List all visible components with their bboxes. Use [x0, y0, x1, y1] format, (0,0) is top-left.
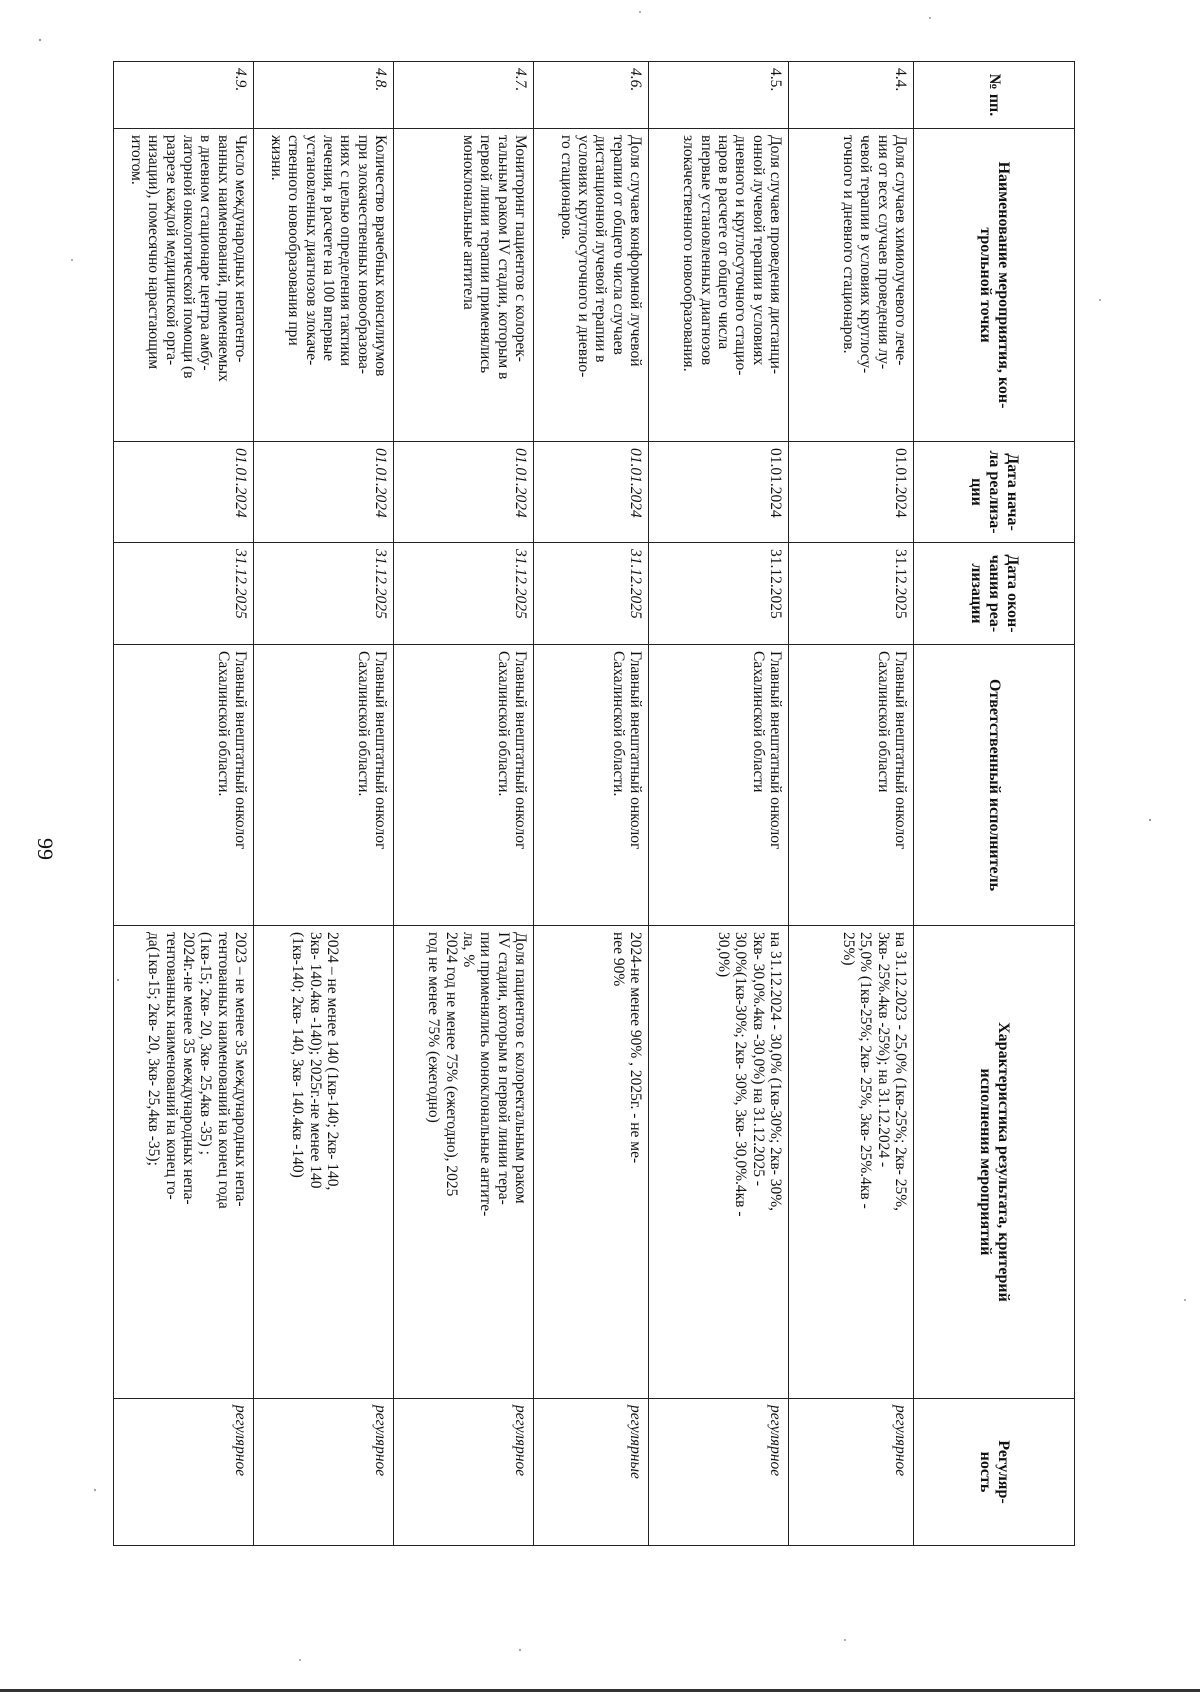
- page-number: 99: [33, 838, 58, 860]
- cell-name: Доля случаев химиолучевого лече- ния от всех случаев проведения лу- чевой терапии в условиях круглосу- точного и дневного стационаров.: [789, 129, 914, 442]
- cell-end: 31.12.2025: [789, 543, 914, 645]
- cell-result: 2024 – не менее 140 (1кв-140; 2кв- 140, 3кв- 140.4кв -140); 2025г.-не менее 140 (1кв-140; 2кв- 140, 3кв- 140.4кв -140): [254, 926, 394, 1399]
- col-header-end: Дата окон- чания реа- лизации: [914, 543, 1075, 645]
- cell-start: 01.01.2024: [534, 442, 649, 543]
- cell-result: на 31.12.2024 - 30,0% (1кв-30%; 2кв- 30%, 3кв- 30,0%.4кв -30,0%) на 31.12.2025 - 30,0%(1кв-30%; 2кв- 30%, 3кв- 30,0%.4кв - 30,0%): [649, 926, 789, 1399]
- table-row: [789, 62, 914, 1546]
- cell-responsible: Главный внештатный онколог Сахалинской области: [789, 645, 914, 926]
- measures-table: [113, 61, 1075, 1546]
- table-header-row: [914, 62, 1075, 1546]
- cell-num: 4.9.: [114, 62, 254, 129]
- cell-regularity: регулярное: [114, 1399, 254, 1546]
- col-header-num: № пп.: [914, 62, 1075, 129]
- cell-end: 31.12.2025: [254, 543, 394, 645]
- col-header-responsible: Ответственный исполнитель: [914, 645, 1075, 926]
- cell-regularity: регулярное: [649, 1399, 789, 1546]
- cell-result: Доля пациентов с колоректальным раком IV стадии, которым в первой линии тера- пии применялись моноклональные антите- ла, % 2024 год не менее 75% (ежегодно), 2025 год не менее 75% (ежегодно): [394, 926, 534, 1399]
- table-row: [534, 62, 649, 1546]
- cell-name: Число международных непатенто- ванных наименований, применяемых в дневном стационаре центра амбу- латорной онкологической помощи (в разрезе каждой медицинской орга- низации), помесячно нарастающим итогом.: [114, 129, 254, 442]
- scan-edge-line: [0, 1689, 1200, 1692]
- cell-end: 31.12.2025: [649, 543, 789, 645]
- col-header-start: Дата нача- ла реализа- ции: [914, 442, 1075, 543]
- cell-responsible: Главный внештатный онколог Сахалинской области.: [394, 645, 534, 926]
- cell-result: на 31.12.2023 - 25,0% (1кв-25%; 2кв- 25%, 3кв- 25%.4кв -25%); на 31.12.2024 - 25,0% (1кв-25%; 2кв- 25%, 3кв- 25%.4кв - 25%): [789, 926, 914, 1399]
- cell-start: 01.01.2024: [789, 442, 914, 543]
- cell-responsible: Главный внештатный онколог Сахалинской области.: [254, 645, 394, 926]
- cell-start: 01.01.2024: [649, 442, 789, 543]
- col-header-name: Наименование мероприятия, кон- трольной точки: [914, 129, 1075, 442]
- table-row: [394, 62, 534, 1546]
- cell-num: 4.4.: [789, 62, 914, 129]
- table-row: [254, 62, 394, 1546]
- cell-regularity: регулярное: [254, 1399, 394, 1546]
- cell-result: 2023 – не менее 35 международных непа- тентованных наименований на конец года (1кв-15; 2кв- 20, 3кв- 25,4кв -35) ; 2024г.-не менее 35 международных непа- тентованных наименований на конец го- да(1кв-15; 2кв- 20, 3кв- 25,4кв -35);: [114, 926, 254, 1399]
- cell-num: 4.5.: [649, 62, 789, 129]
- cell-start: 01.01.2024: [394, 442, 534, 543]
- cell-name: Доля случаев проведения дистанци- онной лучевой терапии в условиях дневного и круглосуточного стацио- наров в расчете от общего числа впервые установленных диагнозов злокачественного новообразования.: [649, 129, 789, 442]
- cell-num: 4.8.: [254, 62, 394, 129]
- cell-num: 4.6.: [534, 62, 649, 129]
- col-header-result: Характеристика результата, критерий исполнения мероприятий: [914, 926, 1075, 1399]
- cell-start: 01.01.2024: [114, 442, 254, 543]
- table-row: [649, 62, 789, 1546]
- cell-start: 01.01.2024: [254, 442, 394, 543]
- cell-regularity: регулярное: [789, 1399, 914, 1546]
- table-row: [114, 62, 254, 1546]
- cell-end: 31.12.2025: [534, 543, 649, 645]
- cell-end: 31.12.2025: [114, 543, 254, 645]
- cell-responsible: Главный внештатный онколог Сахалинской области: [649, 645, 789, 926]
- cell-name: Доля случаев конформной лучевой терапии от общего числа случаев дистанционной лучевой терапии в условиях круглосуточного и дневно- го стационаров.: [534, 129, 649, 442]
- cell-responsible: Главный внештатный онколог Сахалинской области.: [534, 645, 649, 926]
- cell-result: 2024-не менее 90% , 2025г. - не ме- нее 90%: [534, 926, 649, 1399]
- cell-regularity: регулярные: [534, 1399, 649, 1546]
- cell-responsible: Главный внештатный онколог Сахалинской области.: [114, 645, 254, 926]
- col-header-regularity: Регуляр- ность: [914, 1399, 1075, 1546]
- cell-end: 31.12.2025: [394, 543, 534, 645]
- cell-name: Мониторинг пациентов с колорек- тальным раком IV стадии, которым в первой линии терапии применялись моноклональные антитела: [394, 129, 534, 442]
- cell-name: Количество врачебных консилиумов при злокачественных новообразова- ниях с целью определения тактики лечения, в расчете на 100 впервые установленных диагнозов злокаче- ственного новообразования при жизни.: [254, 129, 394, 442]
- document-table-rotated: [127, 61, 1075, 1545]
- cell-num: 4.7.: [394, 62, 534, 129]
- cell-regularity: регулярное: [394, 1399, 534, 1546]
